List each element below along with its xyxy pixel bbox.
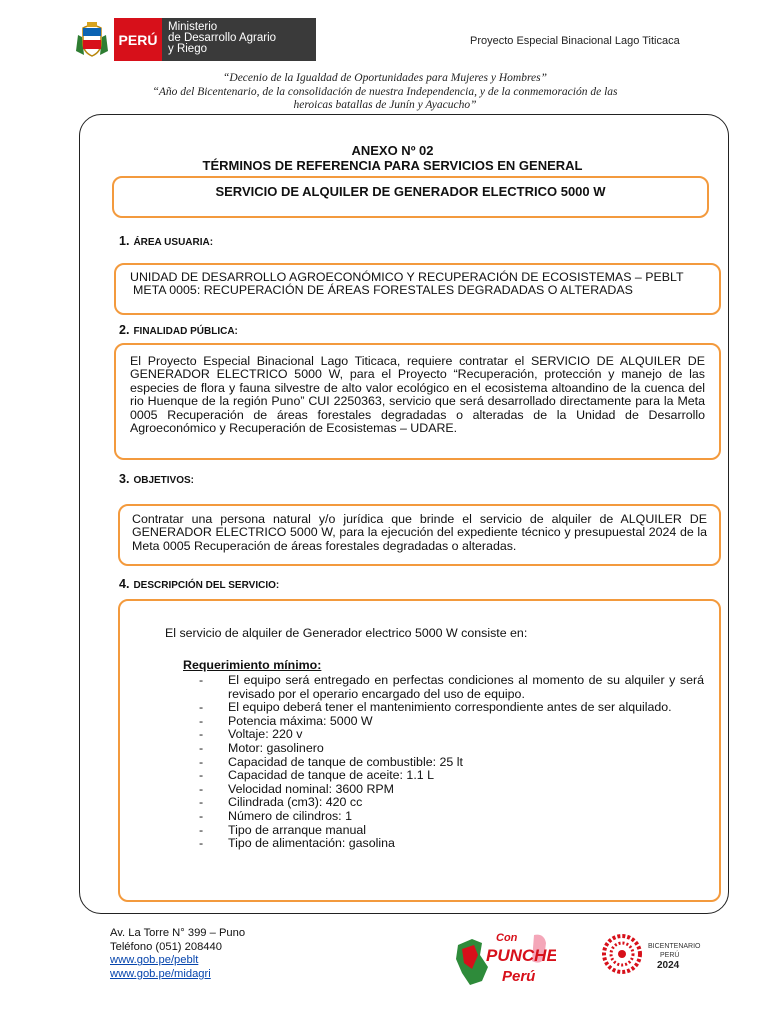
decenio-text: “Decenio de la Igualdad de Oportunidades para Mujeres y Hombres” “Año del Bicentenario, de la consolidación de nuestra Independencia, y de la conmemoración de las heroicas batallas de Junín y Ayacucho” xyxy=(152,72,618,111)
annex-number: ANEXO Nº 02 xyxy=(351,143,434,158)
footer-phone: Teléfono (051) 208440 xyxy=(110,940,222,953)
finalidad-box xyxy=(114,343,721,460)
footer-contact xyxy=(110,927,245,981)
area-line-2: META 0005: RECUPERACIÓN DE ÁREAS FORESTALES DEGRADADAS O ALTERADAS xyxy=(133,283,633,298)
list-item: - Voltaje: 220 v xyxy=(199,727,303,742)
annex-subtitle: TÉRMINOS DE REFERENCIA PARA SERVICIOS EN GENERAL xyxy=(202,158,583,173)
ministry-logo xyxy=(70,18,316,61)
objetivos-text: Contratar una persona natural y/o jurídica que brinde el servicio de alquiler de ALQUILER DE GENERADOR ELECTRICO 5000 W, para la ejecución del expediente técnico y presupuestal 2024 de la Meta 0005 Recuperación de áreas forestales degradadas o alteradas. xyxy=(132,512,707,553)
finalidad-text: El Proyecto Especial Binacional Lago Titicaca, requiere contratar el SERVICIO DE ALQUILER DE GENERADOR ELECTRICO 5000 W, para el Proyecto “Recuperación, protección y manejo de las especies de flora y fauna silvestre de alto valor ecológico en el ecosistema altoandino de la cuenca del rio Huenque de la región Puno” CUI 2250363, servicio que será desarrollado directamente para la Meta 0005 Recuperación de áreas forestales degradadas o alteradas de la Unidad de Desarrollo Agroeconómico y Recuperación de Ecosistemas – UDARE. xyxy=(130,354,705,436)
area-usuaria-box xyxy=(114,263,721,315)
punche-bottom-text: Perú xyxy=(502,968,536,985)
list-item: - Tipo de alimentación: gasolina xyxy=(199,836,395,851)
bicentenario-line3: 2024 xyxy=(657,960,680,971)
list-item: - Número de cilindros: 1 xyxy=(199,808,352,823)
punche-mid-text: PUNCHE xyxy=(486,946,556,965)
national-crest-icon xyxy=(70,18,114,61)
annex-heading xyxy=(80,143,705,173)
link-midagri[interactable]: www.gob.pe/midagri xyxy=(110,967,211,980)
link-peblt[interactable]: www.gob.pe/peblt xyxy=(110,954,199,967)
list-item: - Cilindrada (cm3): 420 cc xyxy=(199,795,363,810)
bicentenario-logo xyxy=(600,932,708,976)
project-name: Proyecto Especial Binacional Lago Titicaca xyxy=(470,35,680,47)
area-line-1: UNIDAD DE DESARROLLO AGROECONÓMICO Y RECUPERACIÓN DE ECOSISTEMAS – PEBLT xyxy=(130,270,684,284)
service-title-box xyxy=(112,176,709,218)
bicentenario-line2: PERÚ xyxy=(660,952,680,959)
ministry-name: Ministerio de Desarrollo Agrario y Riego xyxy=(162,18,316,61)
list-item: - Capacidad de tanque de aceite: 1.1 L xyxy=(199,768,434,783)
list-item: - El equipo deberá tener el mantenimiento correspondiente antes de ser alquilado. xyxy=(199,700,672,715)
section-heading-finalidad: 2. FINALIDAD PÚBLICA: xyxy=(119,323,238,337)
requirement-title: Requerimiento mínimo: xyxy=(183,658,322,672)
list-item: - El equipo será entregado en perfectas condiciones al momento de su alquiler y será revisado por el operario encargado del uso de equipo. xyxy=(199,673,704,701)
section-heading-objetivos: 3. OBJETIVOS: xyxy=(119,472,195,486)
list-item: - Potencia máxima: 5000 W xyxy=(199,713,373,728)
con-punche-peru-logo xyxy=(452,925,556,991)
requirement-list xyxy=(199,674,704,851)
country-label: PERÚ xyxy=(114,18,162,61)
service-title: SERVICIO DE ALQUILER DE GENERADOR ELECTRICO 5000 W xyxy=(215,184,606,199)
list-item: - Tipo de arranque manual xyxy=(199,822,366,837)
section-heading-descripcion: 4. DESCRIPCIÓN DEL SERVICIO: xyxy=(119,577,280,591)
bicentenario-line1: BICENTENARIO xyxy=(648,943,701,950)
footer-address: Av. La Torre N° 399 – Puno xyxy=(110,927,246,939)
punche-top-text: Con xyxy=(496,932,518,944)
section-heading-area: 1. ÁREA USUARIA: xyxy=(119,234,214,248)
list-item: - Motor: gasolinero xyxy=(199,740,324,755)
description-lead: El servicio de alquiler de Generador electrico 5000 W consiste en: xyxy=(165,626,528,640)
list-item: - Capacidad de tanque de combustible: 25 lt xyxy=(199,754,463,769)
objetivos-box xyxy=(118,504,721,566)
list-item: - Velocidad nominal: 3600 RPM xyxy=(199,781,394,796)
